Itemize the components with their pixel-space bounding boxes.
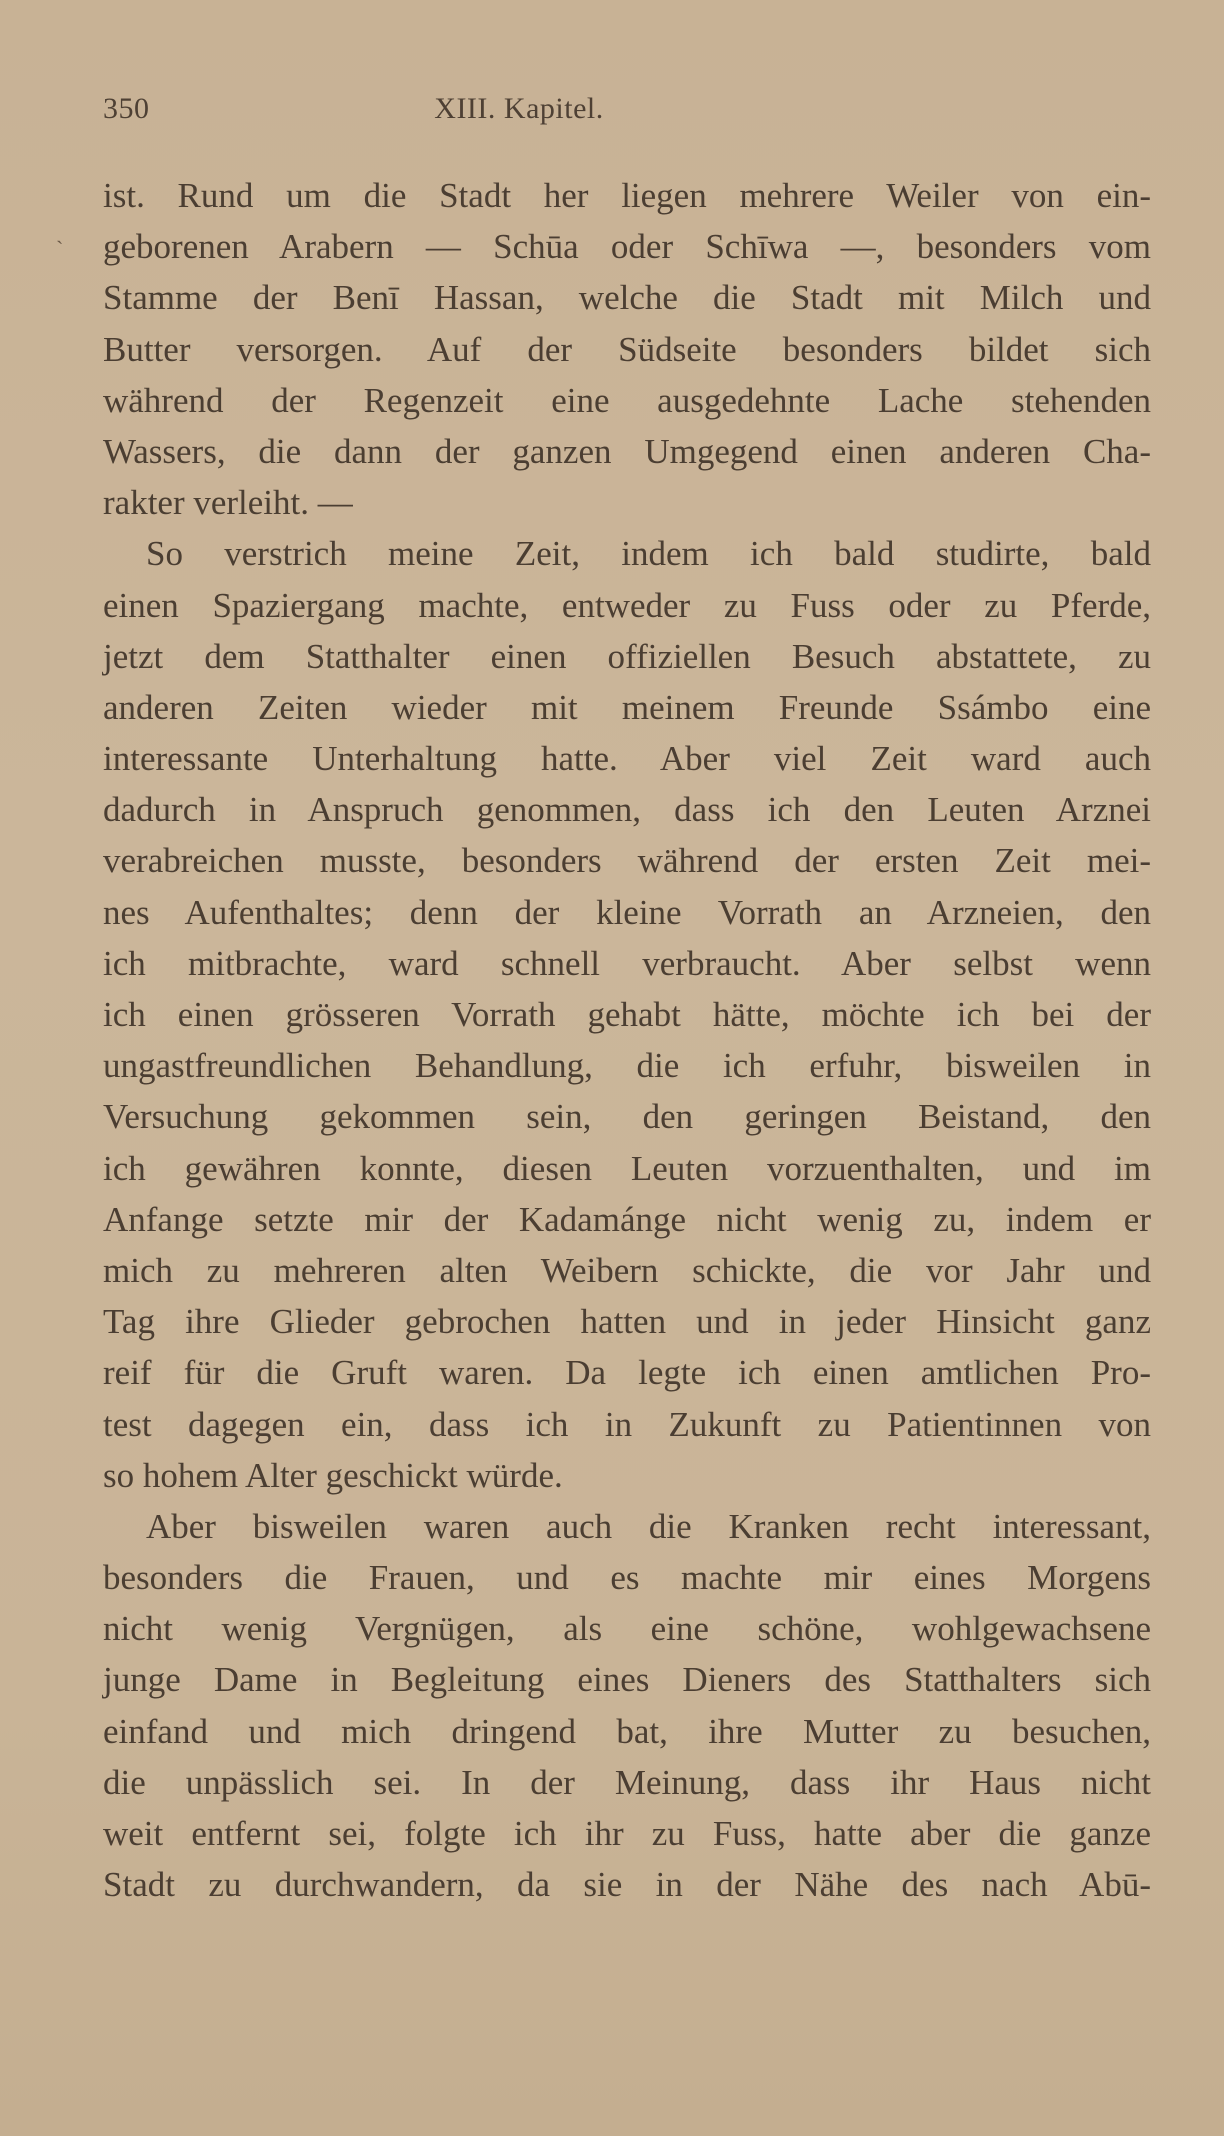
text-line: die unpässlich sei. In der Meinung, dass ihr Haus nicht bbox=[103, 1762, 1151, 1802]
text-line: junge Dame in Begleitung eines Dieners des Statthalters sich bbox=[103, 1660, 1151, 1700]
text-line: mich zu mehreren alten Weibern schickte, die vor Jahr und bbox=[103, 1250, 1151, 1290]
text-line: ungastfreundlichen Behandlung, die ich erfuhr, bisweilen in bbox=[103, 1046, 1151, 1086]
text-line: Stadt zu durchwandern, da sie in der Nähe des nach Abū- bbox=[103, 1865, 1151, 1905]
text-line: anderen Zeiten wieder mit meinem Freunde Ssámbo eine bbox=[103, 687, 1151, 727]
text-line: Aber bisweilen waren auch die Kranken recht interessant, bbox=[146, 1506, 1151, 1546]
paragraph-2 bbox=[103, 528, 1151, 1501]
text-line: Anfange setzte mir der Kadamánge nicht wenig zu, indem er bbox=[103, 1199, 1151, 1239]
text-line: Versuchung gekommen sein, den geringen Beistand, den bbox=[103, 1097, 1151, 1137]
text-line: ich gewähren konnte, diesen Leuten vorzuenthalten, und im bbox=[103, 1148, 1151, 1188]
margin-mark: ` bbox=[56, 236, 64, 261]
text-line: reif für die Gruft waren. Da legte ich einen amtlichen Pro- bbox=[103, 1353, 1151, 1393]
text-line: besonders die Frauen, und es machte mir eines Morgens bbox=[103, 1558, 1151, 1598]
text-line: dadurch in Anspruch genommen, dass ich den Leuten Arznei bbox=[103, 790, 1151, 830]
text-line: während der Regenzeit eine ausgedehnte Lache stehenden bbox=[103, 380, 1151, 420]
text-line: Stamme der Benī Hassan, welche die Stadt mit Milch und bbox=[103, 278, 1151, 318]
paragraph-3 bbox=[103, 1501, 1151, 1911]
text-line: verabreichen musste, besonders während der ersten Zeit mei- bbox=[103, 841, 1151, 881]
page-header bbox=[103, 92, 1123, 142]
text-line: ist. Rund um die Stadt her liegen mehrere Weiler von ein- bbox=[103, 176, 1151, 215]
text-line: nicht wenig Vergnügen, als eine schöne, wohlgewachsene bbox=[103, 1609, 1151, 1649]
text-line: jetzt dem Statthalter einen offiziellen Besuch abstattete, zu bbox=[103, 636, 1151, 676]
body-text bbox=[103, 170, 1151, 1910]
running-head: XIII. Kapitel. bbox=[434, 92, 604, 125]
text-line: einfand und mich dringend bat, ihre Mutter zu besuchen, bbox=[103, 1711, 1151, 1751]
text-line: Tag ihre Glieder gebrochen hatten und in jeder Hinsicht ganz bbox=[103, 1302, 1151, 1342]
text-line: weit entfernt sei, folgte ich ihr zu Fuss, hatte aber die ganze bbox=[103, 1814, 1151, 1853]
page-number: 350 bbox=[103, 92, 150, 125]
text-line: Butter versorgen. Auf der Südseite besonders bildet sich bbox=[103, 329, 1151, 369]
text-line: rakter verleiht. — bbox=[103, 483, 353, 523]
text-line: geborenen Arabern — Schūa oder Schīwa —, besonders vom bbox=[103, 227, 1151, 267]
text-line: test dagegen ein, dass ich in Zukunft zu Patientinnen von bbox=[103, 1404, 1151, 1444]
text-line: So verstrich meine Zeit, indem ich bald studirte, bald bbox=[146, 534, 1151, 574]
text-line: Wassers, die dann der ganzen Umgegend einen anderen Cha- bbox=[103, 431, 1151, 471]
text-line: ich mitbrachte, ward schnell verbraucht. Aber selbst wenn bbox=[103, 943, 1151, 983]
text-line: interessante Unterhaltung hatte. Aber viel Zeit ward auch bbox=[103, 739, 1151, 779]
text-line: nes Aufenthaltes; denn der kleine Vorrath an Arzneien, den bbox=[103, 892, 1151, 932]
text-line: ich einen grösseren Vorrath gehabt hätte, möchte ich bei der bbox=[103, 995, 1151, 1034]
paragraph-1 bbox=[103, 170, 1151, 528]
text-line: so hohem Alter geschickt würde. bbox=[103, 1455, 563, 1495]
text-line: einen Spaziergang machte, entweder zu Fuss oder zu Pferde, bbox=[103, 585, 1151, 625]
